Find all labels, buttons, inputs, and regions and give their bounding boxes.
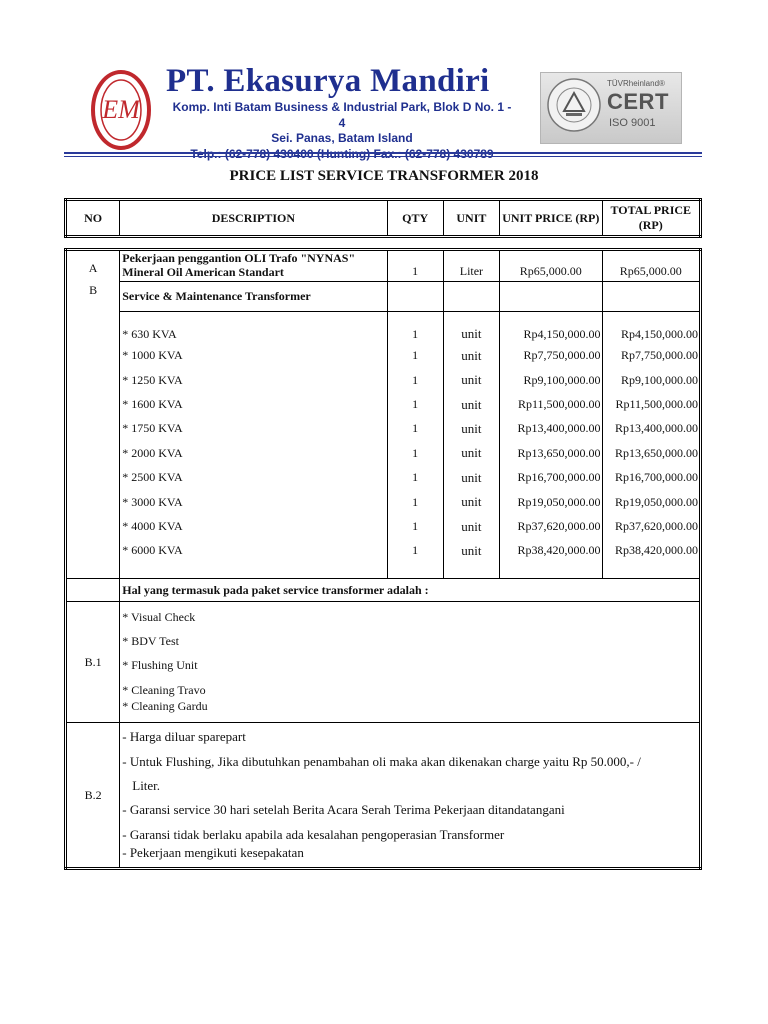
empty-cell xyxy=(66,515,120,539)
column-header-table xyxy=(64,198,702,238)
row-qty: 1 xyxy=(387,441,443,466)
header-unit: UNIT xyxy=(443,200,499,237)
row-total-price: Rp16,700,000.00 xyxy=(602,466,701,490)
row-description: * 4000 KVA xyxy=(120,515,387,539)
header-no: NO xyxy=(66,200,120,237)
row-no: B.2 xyxy=(66,723,120,869)
empty-cell xyxy=(66,579,120,602)
iso-label: ISO 9001 xyxy=(609,117,656,129)
company-address-2: Sei. Panas, Batam Island xyxy=(271,131,413,145)
row-unit-price: Rp13,400,000.00 xyxy=(500,417,602,441)
list-item: * Cleaning Travo xyxy=(122,683,206,697)
row-qty: 1 xyxy=(387,417,443,441)
empty-cell xyxy=(66,393,120,417)
row-unit-price: Rp13,650,000.00 xyxy=(500,441,602,466)
row-description: Service & Maintenance Transformer xyxy=(120,282,387,312)
row-total-price: Rp7,750,000.00 xyxy=(602,344,701,368)
row-unit-price: Rp7,750,000.00 xyxy=(500,344,602,368)
iso-certification-badge xyxy=(540,72,682,144)
row-total-price: Rp11,500,000.00 xyxy=(602,393,701,417)
row-qty: 1 xyxy=(387,466,443,490)
table-row xyxy=(66,393,701,417)
list-item: - Harga diluar sparepart xyxy=(122,729,246,744)
header-qty: QTY xyxy=(387,200,443,237)
row-total-price: Rp4,150,000.00 xyxy=(602,312,701,344)
row-qty: 1 xyxy=(387,539,443,579)
row-unit-price: Rp16,700,000.00 xyxy=(500,466,602,490)
row-total-price: Rp9,100,000.00 xyxy=(602,368,701,393)
company-info xyxy=(166,62,586,162)
list-item: - Pekerjaan mengikuti kesepakatan xyxy=(122,845,304,860)
table-row xyxy=(66,250,701,282)
row-unit: unit xyxy=(443,368,499,393)
empty-cell xyxy=(66,539,120,579)
row-unit-price: Rp37,620,000.00 xyxy=(500,515,602,539)
row-description: * 1750 KVA xyxy=(120,417,387,441)
row-qty: 1 xyxy=(387,515,443,539)
row-description: * 3000 KVA xyxy=(120,490,387,515)
table-row xyxy=(66,490,701,515)
row-qty: 1 xyxy=(387,344,443,368)
header-divider xyxy=(64,152,702,154)
included-list xyxy=(120,602,701,723)
tuv-label: TÜVRheinland® xyxy=(607,79,665,88)
table-row xyxy=(66,417,701,441)
empty-cell xyxy=(443,282,499,312)
row-description-line: Mineral Oil American Standart xyxy=(122,265,284,279)
row-description: * 630 KVA xyxy=(120,312,387,344)
table-row xyxy=(66,441,701,466)
row-no: B.1 xyxy=(66,602,120,723)
empty-cell xyxy=(66,417,120,441)
table-row xyxy=(66,368,701,393)
letterhead xyxy=(64,58,702,158)
row-description: * 1250 KVA xyxy=(120,368,387,393)
table-row xyxy=(66,579,701,602)
header-unit-price: UNIT PRICE (RP) xyxy=(500,200,602,237)
row-total-price: Rp65,000.00 xyxy=(602,250,701,282)
row-total-price: Rp37,620,000.00 xyxy=(602,515,701,539)
row-unit: unit xyxy=(443,515,499,539)
empty-cell xyxy=(66,368,120,393)
row-description: * 1000 KVA xyxy=(120,344,387,368)
row-unit: Liter xyxy=(443,250,499,282)
empty-cell xyxy=(66,344,120,368)
row-unit-price: Rp9,100,000.00 xyxy=(500,368,602,393)
row-total-price: Rp19,050,000.00 xyxy=(602,490,701,515)
header-description: DESCRIPTION xyxy=(120,200,387,237)
list-item: * BDV Test xyxy=(122,634,179,648)
company-address-1: Komp. Inti Batam Business & Industrial Park, Blok D No. 1 - 4 xyxy=(172,100,512,130)
row-description xyxy=(120,250,387,282)
list-item: * Cleaning Gardu xyxy=(122,699,208,713)
table-row xyxy=(66,515,701,539)
list-item: - Garansi service 30 hari setelah Berita Acara Serah Terima Pekerjaan ditandatangani xyxy=(122,802,565,817)
table-row xyxy=(66,602,701,723)
company-name: PT. Ekasurya Mandiri xyxy=(166,63,490,99)
row-description: * 6000 KVA xyxy=(120,539,387,579)
empty-cell xyxy=(66,441,120,466)
empty-cell xyxy=(66,490,120,515)
row-total-price: Rp13,400,000.00 xyxy=(602,417,701,441)
row-description: * 2000 KVA xyxy=(120,441,387,466)
empty-cell xyxy=(602,282,701,312)
row-unit: unit xyxy=(443,417,499,441)
table-row xyxy=(66,282,701,312)
row-unit: unit xyxy=(443,490,499,515)
cert-label: CERT xyxy=(607,89,669,114)
table-row xyxy=(66,723,701,869)
list-item: * Flushing Unit xyxy=(122,658,198,672)
row-qty: 1 xyxy=(387,393,443,417)
row-unit-price: Rp11,500,000.00 xyxy=(500,393,602,417)
row-unit-price: Rp4,150,000.00 xyxy=(500,312,602,344)
row-qty: 1 xyxy=(387,490,443,515)
header-total-price: TOTAL PRICE (RP) xyxy=(602,200,701,237)
price-list-table xyxy=(64,248,702,870)
table-row xyxy=(66,312,701,344)
row-unit: unit xyxy=(443,441,499,466)
row-description: * 2500 KVA xyxy=(120,466,387,490)
empty-cell xyxy=(387,282,443,312)
svg-text:EM: EM xyxy=(102,95,140,124)
list-item: Liter. xyxy=(132,778,161,793)
empty-cell xyxy=(66,466,120,490)
empty-cell xyxy=(500,282,602,312)
row-unit-price: Rp19,050,000.00 xyxy=(500,490,602,515)
row-total-price: Rp13,650,000.00 xyxy=(602,441,701,466)
row-unit-price: Rp65,000.00 xyxy=(500,250,602,282)
row-unit: unit xyxy=(443,312,499,344)
row-unit: unit xyxy=(443,344,499,368)
included-heading: Hal yang termasuk pada paket service transformer adalah : xyxy=(120,579,701,602)
row-description: * 1600 KVA xyxy=(120,393,387,417)
row-qty: 1 xyxy=(387,312,443,344)
list-item: * Visual Check xyxy=(122,610,196,624)
table-row xyxy=(66,539,701,579)
list-item: - Garansi tidak berlaku apabila ada kesalahan pengoperasian Transformer xyxy=(122,827,505,842)
list-item: - Untuk Flushing, Jika dibutuhkan penambahan oli maka akan dikenakan charge yaitu Rp 50.000,- / xyxy=(122,754,641,769)
header-divider-thin xyxy=(64,156,702,157)
tuv-seal-icon xyxy=(546,77,602,133)
row-unit-price: Rp38,420,000.00 xyxy=(500,539,602,579)
company-logo xyxy=(86,68,156,152)
table-row xyxy=(66,344,701,368)
table-row xyxy=(66,466,701,490)
row-description-line: Pekerjaan penggantion OLI Trafo "NYNAS" xyxy=(122,251,356,265)
empty-cell xyxy=(66,312,120,344)
row-unit: unit xyxy=(443,539,499,579)
row-qty: 1 xyxy=(387,250,443,282)
row-qty: 1 xyxy=(387,368,443,393)
row-unit: unit xyxy=(443,393,499,417)
row-no: A xyxy=(66,250,120,282)
company-address-3 xyxy=(172,147,512,163)
page-title: PRICE LIST SERVICE TRANSFORMER 2018 xyxy=(229,168,539,184)
row-total-price: Rp38,420,000.00 xyxy=(602,539,701,579)
row-no: B xyxy=(66,282,120,312)
row-unit: unit xyxy=(443,466,499,490)
notes-list xyxy=(120,723,701,869)
